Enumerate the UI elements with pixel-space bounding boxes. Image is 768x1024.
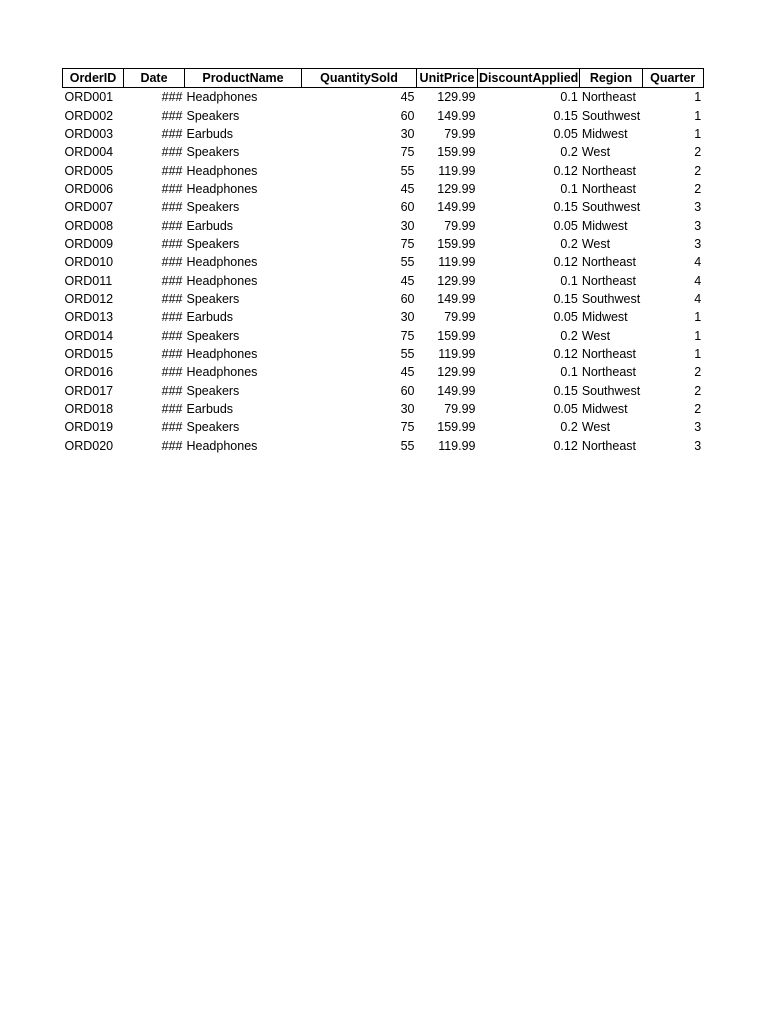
unitprice-cell: 129.99: [437, 90, 476, 105]
region-cell: Southwest: [581, 200, 641, 215]
region-cell: Midwest: [581, 402, 628, 417]
header-quantitysold: QuantitySold: [302, 69, 417, 88]
header-orderid: OrderID: [63, 69, 124, 88]
quarter-cell: 1: [694, 310, 702, 325]
date-cell: ###: [161, 402, 183, 417]
quarter-cell: 1: [694, 328, 702, 343]
quantitysold-cell: 60: [400, 383, 415, 398]
productname-cell: Speakers: [186, 108, 240, 123]
productname-cell: Speakers: [186, 236, 240, 251]
orderid-cell: ORD008: [64, 218, 114, 233]
discountapplied-cell: 0.1: [560, 181, 578, 196]
date-cell: ###: [161, 328, 183, 343]
productname-cell: Headphones: [186, 255, 258, 270]
unitprice-cell: 129.99: [437, 365, 476, 380]
unitprice-cell: 149.99: [437, 383, 476, 398]
date-cell: ###: [161, 126, 183, 141]
table-row: [63, 345, 704, 363]
header-productname: ProductName: [185, 69, 302, 88]
date-cell: ###: [161, 273, 183, 288]
discountapplied-cell: 0.12: [553, 163, 578, 178]
quarter-cell: 3: [694, 218, 702, 233]
region-cell: Northeast: [581, 273, 637, 288]
orderid-cell: ORD018: [64, 402, 114, 417]
header-date: Date: [124, 69, 185, 88]
orderid-cell: ORD001: [64, 90, 114, 105]
productname-cell: Headphones: [186, 346, 258, 361]
region-cell: West: [581, 420, 611, 435]
orderid-cell: ORD015: [64, 346, 114, 361]
orderid-cell: ORD009: [64, 236, 114, 251]
unitprice-cell: 119.99: [438, 255, 476, 270]
region-cell: Northeast: [581, 163, 637, 178]
quarter-cell: 1: [694, 346, 702, 361]
discountapplied-cell: 0.2: [560, 328, 578, 343]
productname-cell: Speakers: [186, 145, 240, 160]
unitprice-cell: 129.99: [437, 181, 476, 196]
quantitysold-cell: 30: [400, 126, 415, 141]
unitprice-cell: 159.99: [437, 145, 476, 160]
quarter-cell: 2: [694, 181, 702, 196]
table-row: [63, 143, 704, 161]
discountapplied-cell: 0.2: [560, 145, 578, 160]
table-row: [63, 400, 704, 418]
region-cell: West: [581, 236, 611, 251]
quarter-cell: 1: [694, 126, 702, 141]
orderid-cell: ORD006: [64, 181, 114, 196]
quarter-cell: 2: [694, 402, 702, 417]
unitprice-cell: 119.99: [438, 163, 476, 178]
unitprice-cell: 159.99: [437, 328, 476, 343]
orderid-cell: ORD003: [64, 126, 114, 141]
date-cell: ###: [161, 310, 183, 325]
header-discountapplied: DiscountApplied: [478, 69, 580, 88]
region-cell: Southwest: [581, 108, 641, 123]
quarter-cell: 4: [694, 291, 702, 306]
productname-cell: Headphones: [186, 273, 258, 288]
discountapplied-cell: 0.15: [553, 108, 578, 123]
table-row: [63, 125, 704, 143]
date-cell: ###: [161, 438, 183, 453]
header-region: Region: [580, 69, 642, 88]
quantitysold-cell: 55: [400, 438, 415, 453]
quantitysold-cell: 75: [400, 236, 415, 251]
orderid-cell: ORD010: [64, 255, 114, 270]
discountapplied-cell: 0.1: [560, 365, 578, 380]
quantitysold-cell: 75: [400, 328, 415, 343]
region-cell: Midwest: [581, 310, 628, 325]
quantitysold-cell: 55: [400, 163, 415, 178]
discountapplied-cell: 0.05: [553, 218, 578, 233]
region-cell: Southwest: [581, 383, 641, 398]
table-body: [63, 88, 704, 455]
date-cell: ###: [161, 346, 183, 361]
unitprice-cell: 149.99: [437, 291, 476, 306]
quantitysold-cell: 45: [400, 90, 415, 105]
region-cell: Northeast: [581, 255, 637, 270]
date-cell: ###: [161, 236, 183, 251]
table-row: [63, 161, 704, 179]
region-cell: Midwest: [581, 218, 628, 233]
discountapplied-cell: 0.15: [553, 291, 578, 306]
quarter-cell: 1: [694, 108, 702, 123]
quarter-cell: 3: [694, 420, 702, 435]
quarter-cell: 4: [694, 255, 702, 270]
quantitysold-cell: 45: [400, 181, 415, 196]
orderid-cell: ORD019: [64, 420, 114, 435]
productname-cell: Speakers: [186, 291, 240, 306]
table-row: [63, 180, 704, 198]
table-row: [63, 216, 704, 234]
quantitysold-cell: 30: [400, 218, 415, 233]
quantitysold-cell: 60: [400, 108, 415, 123]
quantitysold-cell: 45: [400, 365, 415, 380]
productname-cell: Speakers: [186, 383, 240, 398]
date-cell: ###: [161, 181, 183, 196]
table-row: [63, 271, 704, 289]
productname-cell: Speakers: [186, 420, 240, 435]
discountapplied-cell: 0.2: [560, 420, 578, 435]
header-unitprice: UnitPrice: [417, 69, 478, 88]
region-cell: Northeast: [581, 438, 637, 453]
quantitysold-cell: 60: [400, 291, 415, 306]
unitprice-cell: 79.99: [444, 310, 476, 325]
region-cell: Northeast: [581, 181, 637, 196]
date-cell: ###: [161, 90, 183, 105]
table-row: [63, 253, 704, 271]
orderid-cell: ORD004: [64, 145, 114, 160]
unitprice-cell: 159.99: [437, 420, 476, 435]
table-row: [63, 308, 704, 326]
table-row: [63, 363, 704, 381]
header-row: [63, 69, 704, 88]
productname-cell: Earbuds: [186, 126, 234, 141]
region-cell: Midwest: [581, 126, 628, 141]
unitprice-cell: 119.99: [438, 438, 476, 453]
unitprice-cell: 159.99: [437, 236, 476, 251]
region-cell: West: [581, 328, 611, 343]
header-quarter: Quarter: [642, 69, 703, 88]
quarter-cell: 1: [694, 90, 702, 105]
quantitysold-cell: 55: [400, 346, 415, 361]
productname-cell: Headphones: [186, 90, 258, 105]
quantitysold-cell: 30: [400, 402, 415, 417]
date-cell: ###: [161, 420, 183, 435]
table-row: [63, 235, 704, 253]
orders-table: [62, 68, 704, 455]
discountapplied-cell: 0.05: [553, 310, 578, 325]
productname-cell: Headphones: [186, 181, 258, 196]
quarter-cell: 3: [694, 236, 702, 251]
table-row: [63, 418, 704, 436]
discountapplied-cell: 0.12: [553, 346, 578, 361]
table-row: [63, 382, 704, 400]
table-row: [63, 106, 704, 124]
date-cell: ###: [161, 200, 183, 215]
productname-cell: Headphones: [186, 163, 258, 178]
quantitysold-cell: 55: [400, 255, 415, 270]
date-cell: ###: [161, 291, 183, 306]
discountapplied-cell: 0.12: [553, 255, 578, 270]
discountapplied-cell: 0.15: [553, 200, 578, 215]
unitprice-cell: 149.99: [437, 108, 476, 123]
quantitysold-cell: 60: [400, 200, 415, 215]
orderid-cell: ORD007: [64, 200, 114, 215]
quantitysold-cell: 75: [400, 420, 415, 435]
date-cell: ###: [161, 145, 183, 160]
discountapplied-cell: 0.12: [553, 438, 578, 453]
date-cell: ###: [161, 218, 183, 233]
productname-cell: Headphones: [186, 438, 258, 453]
table-row: [63, 290, 704, 308]
orderid-cell: ORD017: [64, 383, 114, 398]
table-row: [63, 198, 704, 216]
orderid-cell: ORD012: [64, 291, 114, 306]
region-cell: Northeast: [581, 365, 637, 380]
quarter-cell: 2: [694, 163, 702, 178]
table-row: [63, 88, 704, 107]
region-cell: Northeast: [581, 90, 637, 105]
productname-cell: Speakers: [186, 200, 240, 215]
productname-cell: Headphones: [186, 365, 258, 380]
table-row: [63, 326, 704, 344]
orderid-cell: ORD013: [64, 310, 114, 325]
orderid-cell: ORD002: [64, 108, 114, 123]
date-cell: ###: [161, 255, 183, 270]
discountapplied-cell: 0.2: [560, 236, 578, 251]
quantitysold-cell: 30: [400, 310, 415, 325]
productname-cell: Earbuds: [186, 218, 234, 233]
orderid-cell: ORD016: [64, 365, 114, 380]
quantitysold-cell: 75: [400, 145, 415, 160]
orderid-cell: ORD005: [64, 163, 114, 178]
quarter-cell: 2: [694, 145, 702, 160]
quarter-cell: 2: [694, 383, 702, 398]
region-cell: Southwest: [581, 291, 641, 306]
date-cell: ###: [161, 108, 183, 123]
quarter-cell: 3: [694, 438, 702, 453]
region-cell: West: [581, 145, 611, 160]
quarter-cell: 2: [694, 365, 702, 380]
quarter-cell: 3: [694, 200, 702, 215]
productname-cell: Earbuds: [186, 310, 234, 325]
productname-cell: Earbuds: [186, 402, 234, 417]
discountapplied-cell: 0.05: [553, 402, 578, 417]
quantitysold-cell: 45: [400, 273, 415, 288]
date-cell: ###: [161, 383, 183, 398]
discountapplied-cell: 0.1: [560, 90, 578, 105]
orderid-cell: ORD011: [64, 273, 113, 288]
unitprice-cell: 79.99: [444, 126, 476, 141]
orderid-cell: ORD014: [64, 328, 114, 343]
discountapplied-cell: 0.15: [553, 383, 578, 398]
discountapplied-cell: 0.05: [553, 126, 578, 141]
discountapplied-cell: 0.1: [560, 273, 578, 288]
unitprice-cell: 149.99: [437, 200, 476, 215]
unitprice-cell: 79.99: [444, 218, 476, 233]
quarter-cell: 4: [694, 273, 702, 288]
productname-cell: Speakers: [186, 328, 240, 343]
orderid-cell: ORD020: [64, 438, 114, 453]
table-row: [63, 437, 704, 455]
date-cell: ###: [161, 365, 183, 380]
unitprice-cell: 129.99: [437, 273, 476, 288]
region-cell: Northeast: [581, 346, 637, 361]
unitprice-cell: 119.99: [438, 346, 476, 361]
date-cell: ###: [161, 163, 183, 178]
unitprice-cell: 79.99: [444, 402, 476, 417]
